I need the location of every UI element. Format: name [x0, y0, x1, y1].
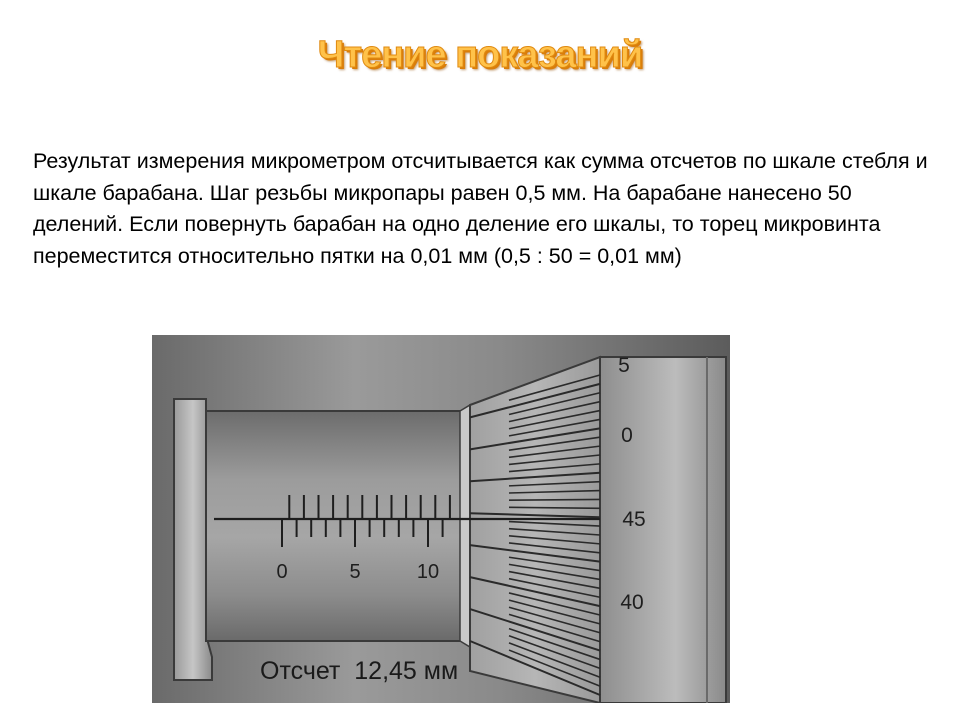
reading-caption: Отсчет 12,45 мм: [260, 657, 459, 685]
thimble-tick: [509, 507, 600, 508]
thimble-tick: [509, 499, 600, 500]
thimble-label-5: 5: [618, 354, 630, 377]
thimble-label-45: 45: [622, 508, 646, 531]
sleeve-label-0: 0: [276, 561, 288, 583]
thimble-label-40: 40: [620, 591, 644, 614]
sleeve: [206, 411, 462, 641]
thimble-bevel: [460, 405, 470, 647]
sleeve-label-5: 5: [349, 561, 361, 583]
sleeve-label-10: 10: [416, 561, 440, 583]
thimble-label-0: 0: [621, 424, 633, 447]
micrometer-figure: [152, 335, 730, 703]
micrometer-illustration: [152, 335, 730, 703]
slide-title: Чтение показаний: [317, 34, 643, 76]
slide-body-text: Результат измерения микрометром отсчитывается как сумма отсчетов по шкале стебля и шкале барабана. Шаг резьбы микропары равен 0,5 мм. На барабане нанесено 50 делений. Если повернуть барабан на одно деление его шкалы, то торец микровинта переместится относительно пятки на 0,01 мм (0,5 : 50 = 0,01 мм): [33, 149, 928, 268]
